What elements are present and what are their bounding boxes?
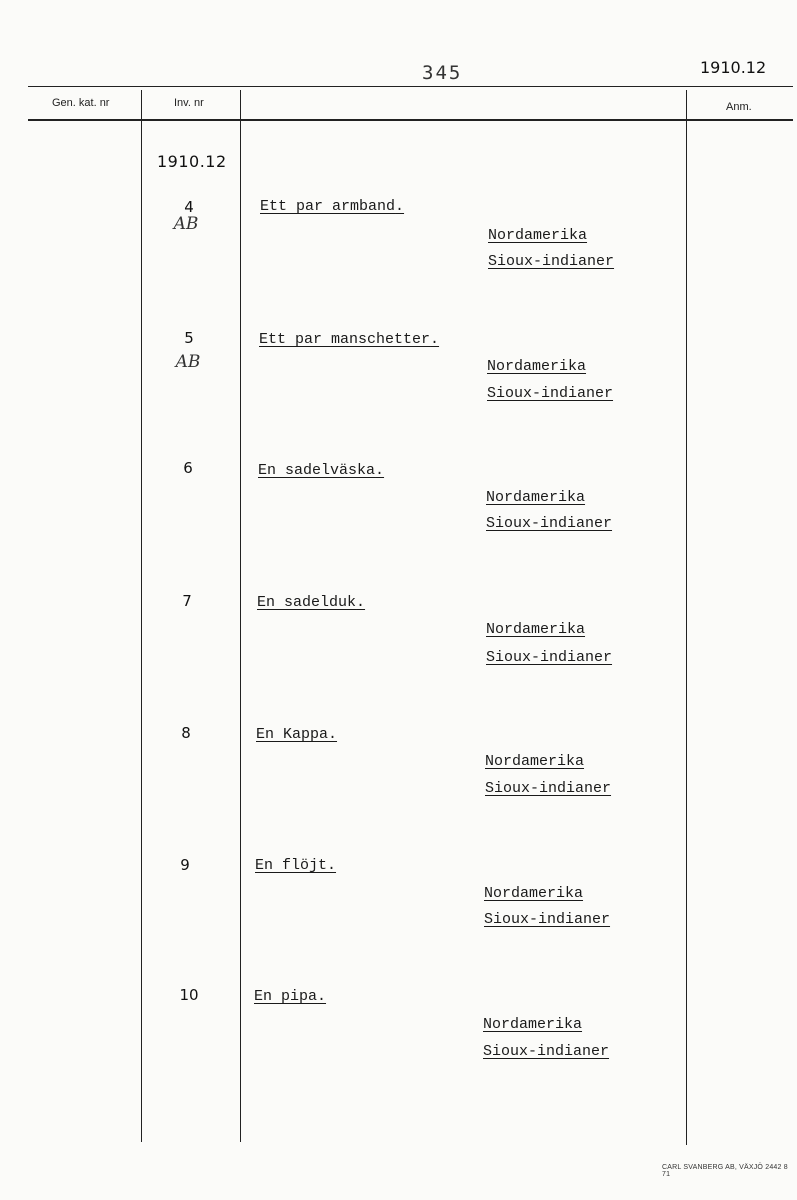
- item-people: Sioux-indianer: [486, 649, 613, 666]
- inventory-number: 6: [183, 459, 193, 477]
- inventory-year: 1910.12: [157, 152, 227, 171]
- item-description: Ett par armband.: [260, 198, 405, 215]
- item-region: Nordamerika: [487, 358, 587, 375]
- inventory-number: 8: [181, 724, 191, 742]
- header-bottom-rule: [28, 119, 793, 121]
- item-description: En flöjt.: [255, 857, 337, 874]
- column-header-gen-kat: Gen. kat. nr: [52, 97, 110, 109]
- item-description: En sadelduk.: [257, 594, 366, 611]
- item-people: Sioux-indianer: [486, 515, 613, 532]
- inventory-number: 5: [184, 329, 194, 347]
- page-number: 345: [422, 62, 463, 84]
- printer-imprint: CARL SVANBERG AB, VÄXJÖ 2442 8 71: [662, 1164, 788, 1178]
- item-people: Sioux-indianer: [488, 253, 615, 270]
- inventory-number: 7: [182, 592, 192, 610]
- item-description: En sadelväska.: [258, 462, 385, 479]
- item-region: Nordamerika: [484, 885, 584, 902]
- column-header-inv: Inv. nr: [174, 97, 204, 109]
- item-people: Sioux-indianer: [483, 1043, 610, 1060]
- item-region: Nordamerika: [488, 227, 588, 244]
- item-region: Nordamerika: [486, 489, 586, 506]
- item-description: En pipa.: [254, 988, 327, 1005]
- item-region: Nordamerika: [486, 621, 586, 638]
- item-people: Sioux-indianer: [487, 385, 614, 402]
- item-region: Nordamerika: [483, 1016, 583, 1033]
- item-description: En Kappa.: [256, 726, 338, 743]
- collection-id: 1910.12: [700, 58, 767, 77]
- column-divider-desc-anm: [686, 90, 687, 1145]
- column-divider-gen-inv: [141, 90, 142, 1142]
- item-region: Nordamerika: [485, 753, 585, 770]
- item-description: Ett par manschetter.: [259, 331, 440, 348]
- handwritten-signature: AB: [173, 214, 199, 234]
- inventory-number: 9: [180, 856, 190, 874]
- inventory-number: 4: [184, 198, 194, 216]
- handwritten-signature: AB: [175, 352, 201, 372]
- item-people: Sioux-indianer: [485, 780, 612, 797]
- inventory-number: 10: [179, 986, 199, 1004]
- header-top-rule: [28, 86, 793, 87]
- item-people: Sioux-indianer: [484, 911, 611, 928]
- column-divider-inv-desc: [240, 90, 241, 1142]
- column-header-anm: Anm.: [726, 101, 752, 113]
